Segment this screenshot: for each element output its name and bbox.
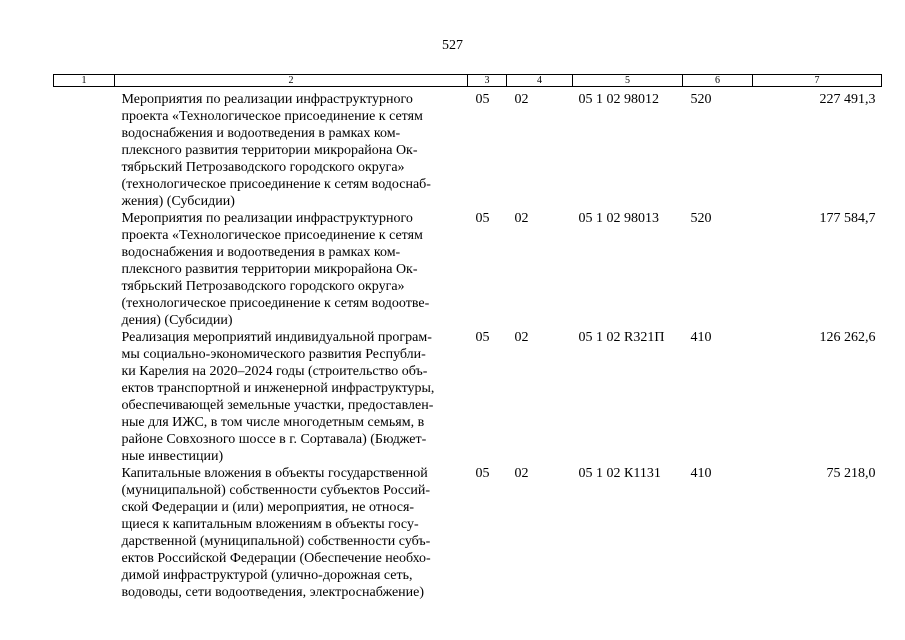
subsection-cell: 02 [514, 466, 529, 481]
column-header: 5 [573, 75, 683, 87]
column-number-row [54, 75, 882, 87]
row-number-cell [54, 465, 115, 601]
subsection-cell: 02 [514, 92, 529, 107]
column-header: 2 [115, 75, 468, 87]
table-row [54, 210, 882, 329]
description-cell: Мероприятия по реализации инфраструктурного проекта «Технологическое присоединение к сетям водоснабжения и водоотведения в рамках ком- плексного развития территории микрорайона Ок- тябрьский Петрозаводского городского округа» (технологическое присоединение к сетям водоотве- дения) (Субсидии) [121, 211, 430, 328]
target-item-cell: 05 1 02 R321П [578, 330, 665, 345]
section-cell: 05 [475, 330, 490, 345]
subsection-cell: 02 [514, 211, 529, 226]
section-cell: 05 [475, 92, 490, 107]
amount-cell: 75 218,0 [826, 466, 876, 481]
expense-type-cell: 520 [690, 92, 712, 107]
row-number-cell [54, 210, 115, 329]
expense-type-cell: 520 [690, 211, 712, 226]
target-item-cell: 05 1 02 98013 [578, 211, 659, 226]
column-header: 1 [54, 75, 115, 87]
row-number-cell [54, 329, 115, 465]
subsection-cell: 02 [514, 330, 529, 345]
amount-cell: 126 262,6 [819, 330, 876, 345]
table-row [54, 465, 882, 601]
column-header: 7 [753, 75, 882, 87]
target-item-cell: 05 1 02 98012 [578, 92, 659, 107]
description-cell: Капитальные вложения в объекты государственной (муниципальной) собственности субъектов Россий- ской Федерации и (или) мероприятия, не относя- щиеся к капитальным вложениям в объекты госу- дарственной (муниципальной) собственности субъ- ектов Российской Федерации (Обеспечение необхо- димой инфраструктурой (улично-дорожная сеть, водоводы, сети водоотведения, электроснабжение) [121, 466, 431, 600]
page-number: 527 [442, 38, 463, 53]
amount-cell: 177 584,7 [819, 211, 876, 226]
table-row [54, 329, 882, 465]
table-row [54, 87, 882, 211]
budget-table [53, 74, 882, 601]
row-number-cell [54, 87, 115, 211]
expense-type-cell: 410 [690, 330, 712, 345]
column-header: 4 [507, 75, 573, 87]
description-cell: Реализация мероприятий индивидуальной програм- мы социально-экономического развития Республи- ки Карелия на 2020–2024 годы (строительство объ- ектов транспортной и инженерной инфраструктуры, обеспечивающей земельные участки, предоставлен- ные для ИЖС, в том числе многодетным семьям, в районе Совхозного шоссе в г. Сортавала) (Бюджет- ные инвестиции) [121, 330, 435, 464]
expense-type-cell: 410 [690, 466, 712, 481]
section-cell: 05 [475, 466, 490, 481]
column-header: 3 [468, 75, 507, 87]
amount-cell: 227 491,3 [819, 92, 876, 107]
target-item-cell: 05 1 02 К1131 [578, 466, 661, 481]
section-cell: 05 [475, 211, 490, 226]
column-header: 6 [683, 75, 753, 87]
description-cell: Мероприятия по реализации инфраструктурного проекта «Технологическое присоединение к сетям водоснабжения и водоотведения в рамках ком- плексного развития территории микрорайона Ок- тябрьский Петрозаводского городского округа» (технологическое присоединение к сетям водоснаб- жения) (Субсидии) [121, 92, 431, 209]
